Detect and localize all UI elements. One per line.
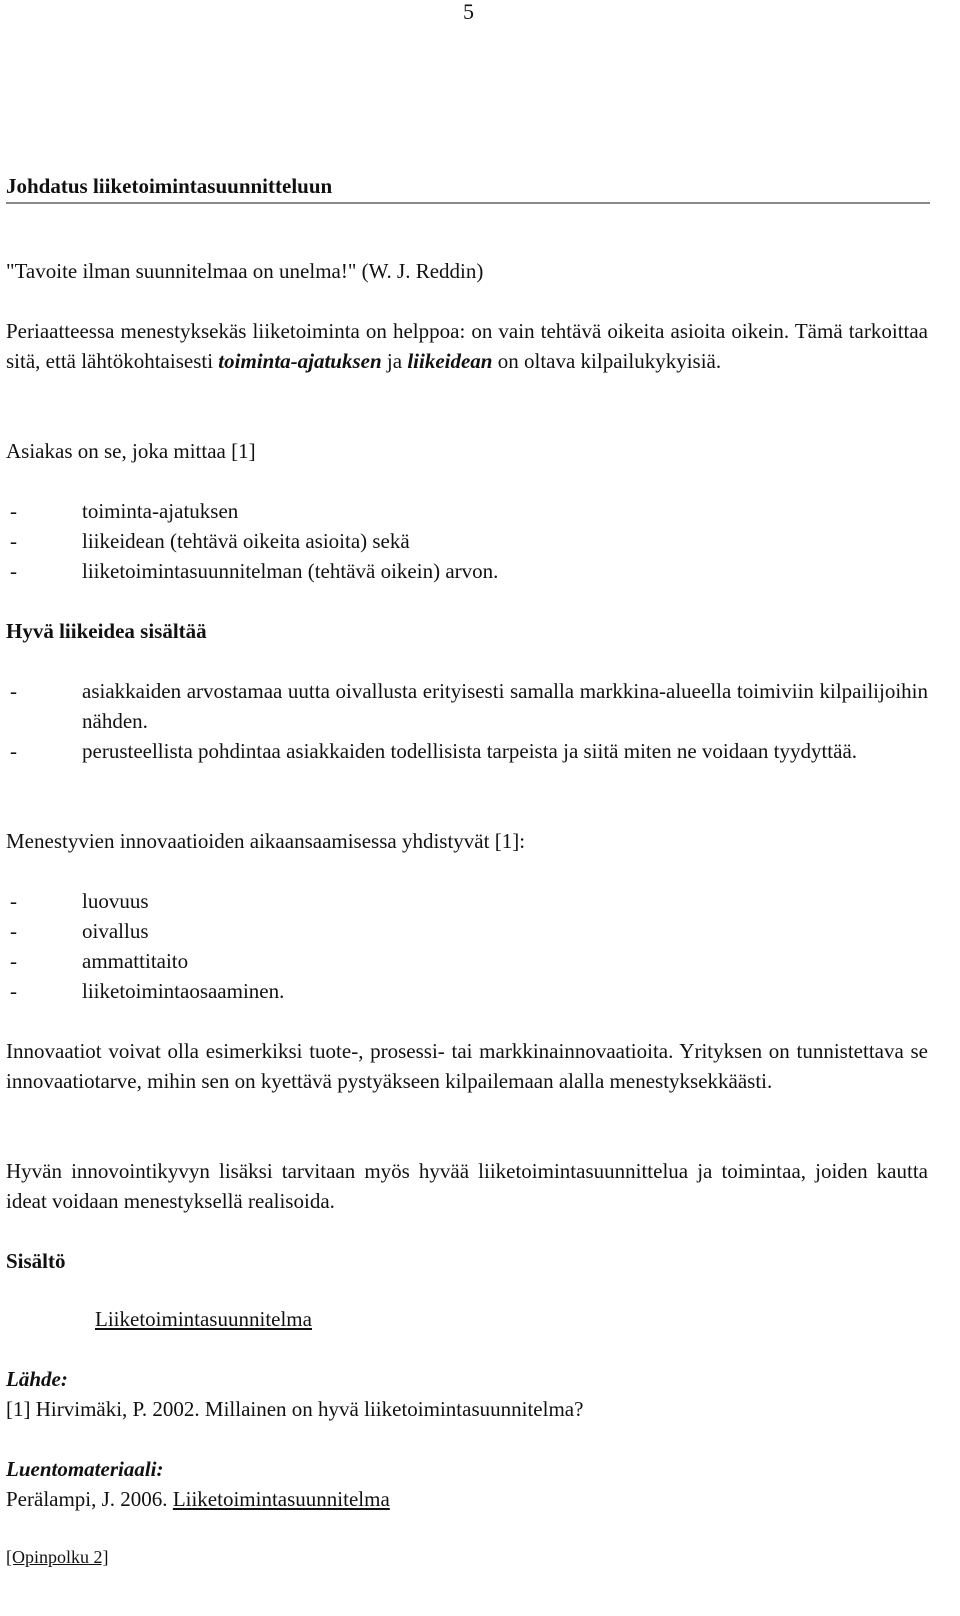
- intro-text-2: ja: [381, 349, 408, 373]
- contents-link[interactable]: Liiketoimintasuunnitelma: [95, 1307, 312, 1331]
- list-item: - luovuus: [10, 889, 149, 913]
- intro-text-3: on oltava kilpailukykyisiä.: [492, 349, 722, 373]
- opinpolku-link[interactable]: [Opinpolku 2]: [6, 1547, 109, 1567]
- list-item: - asiakkaiden arvostamaa uutta oivallusta erityisesti samalla markkina-alueella toimiviin kilpailijoihin nähden.: [10, 679, 928, 733]
- planning-paragraph: Hyvän innovointikyvyn lisäksi tarvitaan myös hyvää liiketoimintasuunnittelua ja toimintaa, joiden kautta ideat voidaan menestyksellä realisoida.: [6, 1159, 928, 1213]
- page-title: Johdatus liiketoimintasuunnitteluun: [6, 174, 333, 198]
- good-idea-list: [6, 676, 928, 766]
- intro-text-1: Periaatteessa menestyksekäs liiketoiminta on helppoa: on vain tehtävä oikeita asioita oikein. Tämä tarkoittaa sitä, että lähtökohtaisesti: [6, 319, 928, 373]
- innovation-list: [6, 886, 928, 1006]
- contents-heading: Sisältö: [6, 1249, 66, 1273]
- list-item: - oivallus: [10, 919, 149, 943]
- sources-heading: Lähde:: [6, 1367, 68, 1391]
- customer-lead: Asiakas on se, joka mittaa [1]: [6, 439, 256, 463]
- intro-paragraph: [6, 316, 928, 376]
- term-liikeidea: liikeidean: [407, 349, 493, 373]
- list-item: - perusteellista pohdintaa asiakkaiden todellisista tarpeista ja siitä miten ne voidaan tyydyttää.: [10, 739, 858, 763]
- quote: "Tavoite ilman suunnitelmaa on unelma!" (W. J. Reddin): [6, 259, 484, 283]
- customer-list: [6, 496, 928, 586]
- title-divider: [6, 202, 930, 204]
- list-item: - toiminta-ajatuksen: [10, 499, 239, 523]
- innovation-lead: Menestyvien innovaatioiden aikaansaamisessa yhdistyvät [1]:: [6, 829, 526, 853]
- lecture-author: Perälampi, J. 2006.: [6, 1487, 173, 1511]
- lecture-link[interactable]: Liiketoimintasuunnitelma: [172, 1487, 390, 1511]
- list-item: - liikeidean (tehtävä oikeita asioita) sekä: [10, 529, 410, 553]
- term-toiminta-ajatus: toiminta-ajatuksen: [218, 349, 382, 373]
- list-item: - liiketoimintasuunnitelman (tehtävä oikein) arvon.: [10, 559, 499, 583]
- list-item: - liiketoimintaosaaminen.: [10, 979, 285, 1003]
- page-number: 5: [463, 0, 474, 24]
- innovations-paragraph: Innovaatiot voivat olla esimerkiksi tuote-, prosessi- tai markkinainnovaatioita. Yrityksen on tunnistettava se innovaatiotarve, mihin sen on kyettävä pystyäkseen kilpailemaan alalla menestyksekkäästi.: [6, 1039, 928, 1093]
- lecture-heading: Luentomateriaali:: [6, 1457, 164, 1481]
- good-idea-heading: Hyvä liikeidea sisältää: [6, 619, 207, 643]
- list-item: - ammattitaito: [10, 949, 189, 973]
- lecture-reference: [6, 1484, 928, 1514]
- source-reference: [1] Hirvimäki, P. 2002. Millainen on hyvä liiketoimintasuunnitelma?: [6, 1397, 584, 1421]
